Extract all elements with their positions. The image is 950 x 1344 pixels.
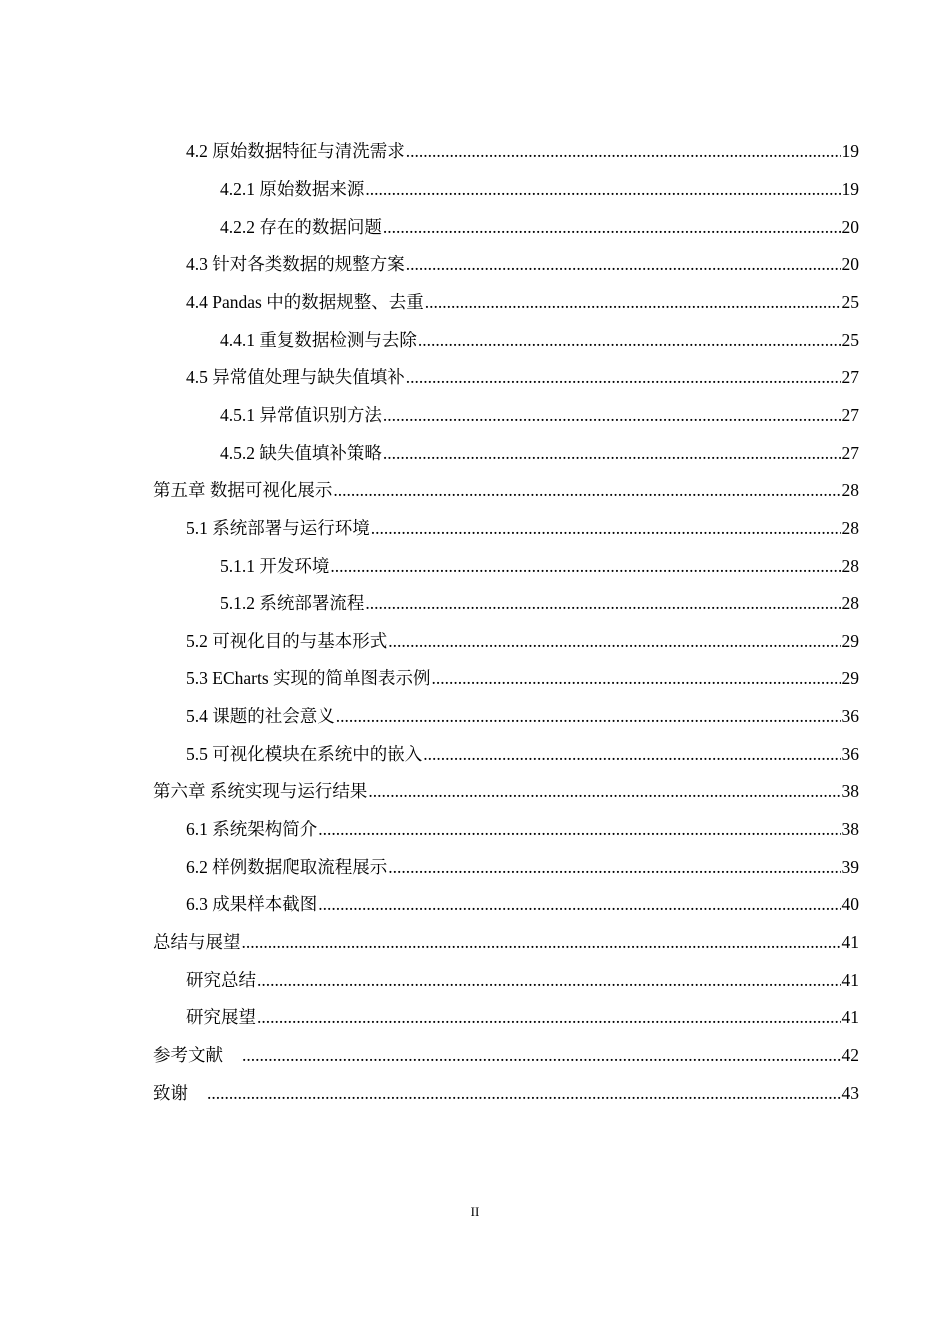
toc-entry-page: 41 [841,932,859,952]
toc-entry-label: 4.5.2 缺失值填补策略 [220,443,382,463]
toc-entry-chapter-6[interactable] [153,776,859,802]
toc-entry-5-1-1[interactable] [220,551,859,577]
toc-entry-page: 20 [841,217,859,237]
toc-dot-leader [423,743,840,765]
toc-entry-4-4[interactable] [186,287,859,313]
toc-dot-leader [406,366,841,388]
toc-entry-label: 4.5.1 异常值识别方法 [220,405,382,425]
toc-entry-label: 总结与展望 [153,932,241,952]
toc-entry-label: 5.3 ECharts 实现的简单图表示例 [186,668,431,688]
toc-entry-label: 4.2.1 原始数据来源 [220,179,365,199]
toc-dot-leader [318,818,840,840]
toc-entry-5-5[interactable] [186,739,859,765]
toc-entry-label: 4.5 异常值处理与缺失值填补 [186,367,405,387]
footer-page-number: II [470,1204,480,1219]
toc-entry-label: 研究总结 [186,970,256,990]
toc-entry-label: 4.2 原始数据特征与清洗需求 [186,141,405,161]
toc-entry-research-outlook[interactable] [186,1002,859,1028]
toc-entry-label: 4.4.1 重复数据检测与去除 [220,330,417,350]
toc-entry-4-5[interactable] [186,362,859,388]
toc-dot-leader [242,1044,841,1066]
toc-entry-5-1[interactable] [186,513,859,539]
toc-entry-label: 研究展望 [186,1007,256,1027]
toc-entry-label: 5.1.2 系统部署流程 [220,593,365,613]
toc-entry-page: 39 [841,857,859,877]
toc-entry-label: 4.4 Pandas 中的数据规整、去重 [186,292,424,312]
toc-entry-acknowledgements[interactable] [153,1078,859,1104]
toc-entry-6-1[interactable] [186,814,859,840]
toc-entry-4-4-1[interactable] [220,325,859,351]
toc-dot-leader [365,178,840,200]
toc-entry-5-4[interactable] [186,701,859,727]
toc-entry-6-3[interactable] [186,889,859,915]
toc-entry-page: 28 [841,518,859,538]
toc-entry-label: 致谢 [153,1083,188,1103]
toc-dot-leader [207,1082,841,1104]
toc-entry-label: 5.5 可视化模块在系统中的嵌入 [186,744,423,764]
toc-entry-label: 6.3 成果样本截图 [186,894,318,914]
toc-entry-label: 6.2 样例数据爬取流程展示 [186,857,388,877]
toc-entry-references[interactable] [153,1040,859,1066]
toc-entry-page: 42 [841,1045,859,1065]
toc-dot-leader [368,780,840,802]
toc-dot-leader [318,893,840,915]
toc-entry-page: 28 [841,593,859,613]
toc-entry-4-2[interactable] [186,136,859,162]
toc-entry-label: 第五章 数据可视化展示 [153,480,333,500]
toc-entry-5-2[interactable] [186,626,859,652]
toc-dot-leader [257,1006,841,1028]
toc-entry-label: 6.1 系统架构简介 [186,819,318,839]
toc-entry-page: 27 [841,405,859,425]
toc-entry-page: 29 [841,668,859,688]
toc-dot-leader [432,667,841,689]
toc-entry-research-summary[interactable] [186,965,859,991]
toc-entry-label: 5.4 课题的社会意义 [186,706,335,726]
toc-entry-4-5-1[interactable] [220,400,859,426]
toc-dot-leader [383,216,841,238]
toc-entry-page: 19 [841,179,859,199]
toc-dot-leader [371,517,841,539]
toc-entry-page: 40 [841,894,859,914]
toc-entry-page: 36 [841,744,859,764]
toc-entry-4-2-2[interactable] [220,212,859,238]
toc-dot-leader [383,404,841,426]
toc-entry-label: 4.2.2 存在的数据问题 [220,217,382,237]
toc-dot-leader [330,555,840,577]
toc-entry-summary[interactable] [153,927,859,953]
toc-entry-page: 25 [841,292,859,312]
toc-entry-label: 参考文献 [153,1045,223,1065]
toc-dot-leader [406,140,841,162]
toc-entry-4-3[interactable] [186,249,859,275]
toc-entry-6-2[interactable] [186,852,859,878]
toc-entry-page: 28 [841,480,859,500]
toc-dot-leader [333,479,840,501]
toc-dot-leader [336,705,841,727]
toc-entry-page: 41 [841,970,859,990]
toc-entry-page: 19 [841,141,859,161]
toc-entry-4-5-2[interactable] [220,438,859,464]
toc-dot-leader [365,592,840,614]
toc-entry-label: 第六章 系统实现与运行结果 [153,781,368,801]
toc-dot-leader [388,856,840,878]
toc-entry-page: 27 [841,443,859,463]
toc-entry-5-1-2[interactable] [220,588,859,614]
toc-entry-page: 25 [841,330,859,350]
toc-dot-leader [257,969,841,991]
toc-entry-page: 27 [841,367,859,387]
toc-entry-label: 5.2 可视化目的与基本形式 [186,631,388,651]
toc-dot-leader [425,291,841,313]
toc-dot-leader [383,442,841,464]
toc-entry-label: 5.1.1 开发环境 [220,556,330,576]
toc-dot-leader [388,630,840,652]
toc-entry-chapter-5[interactable] [153,475,859,501]
toc-dot-leader [242,931,841,953]
toc-dot-leader [418,329,841,351]
toc-entry-page: 38 [841,819,859,839]
toc-entry-label: 5.1 系统部署与运行环境 [186,518,370,538]
toc-entry-page: 43 [841,1083,859,1103]
toc-entry-page: 41 [841,1007,859,1027]
toc-entry-page: 36 [841,706,859,726]
toc-entry-label: 4.3 针对各类数据的规整方案 [186,254,405,274]
toc-entry-page: 20 [841,254,859,274]
toc-entry-page: 28 [841,556,859,576]
toc-entry-page: 29 [841,631,859,651]
toc-entry-4-2-1[interactable] [220,174,859,200]
toc-dot-leader [406,253,841,275]
toc-entry-page: 38 [841,781,859,801]
toc-entry-5-3[interactable] [186,663,859,689]
